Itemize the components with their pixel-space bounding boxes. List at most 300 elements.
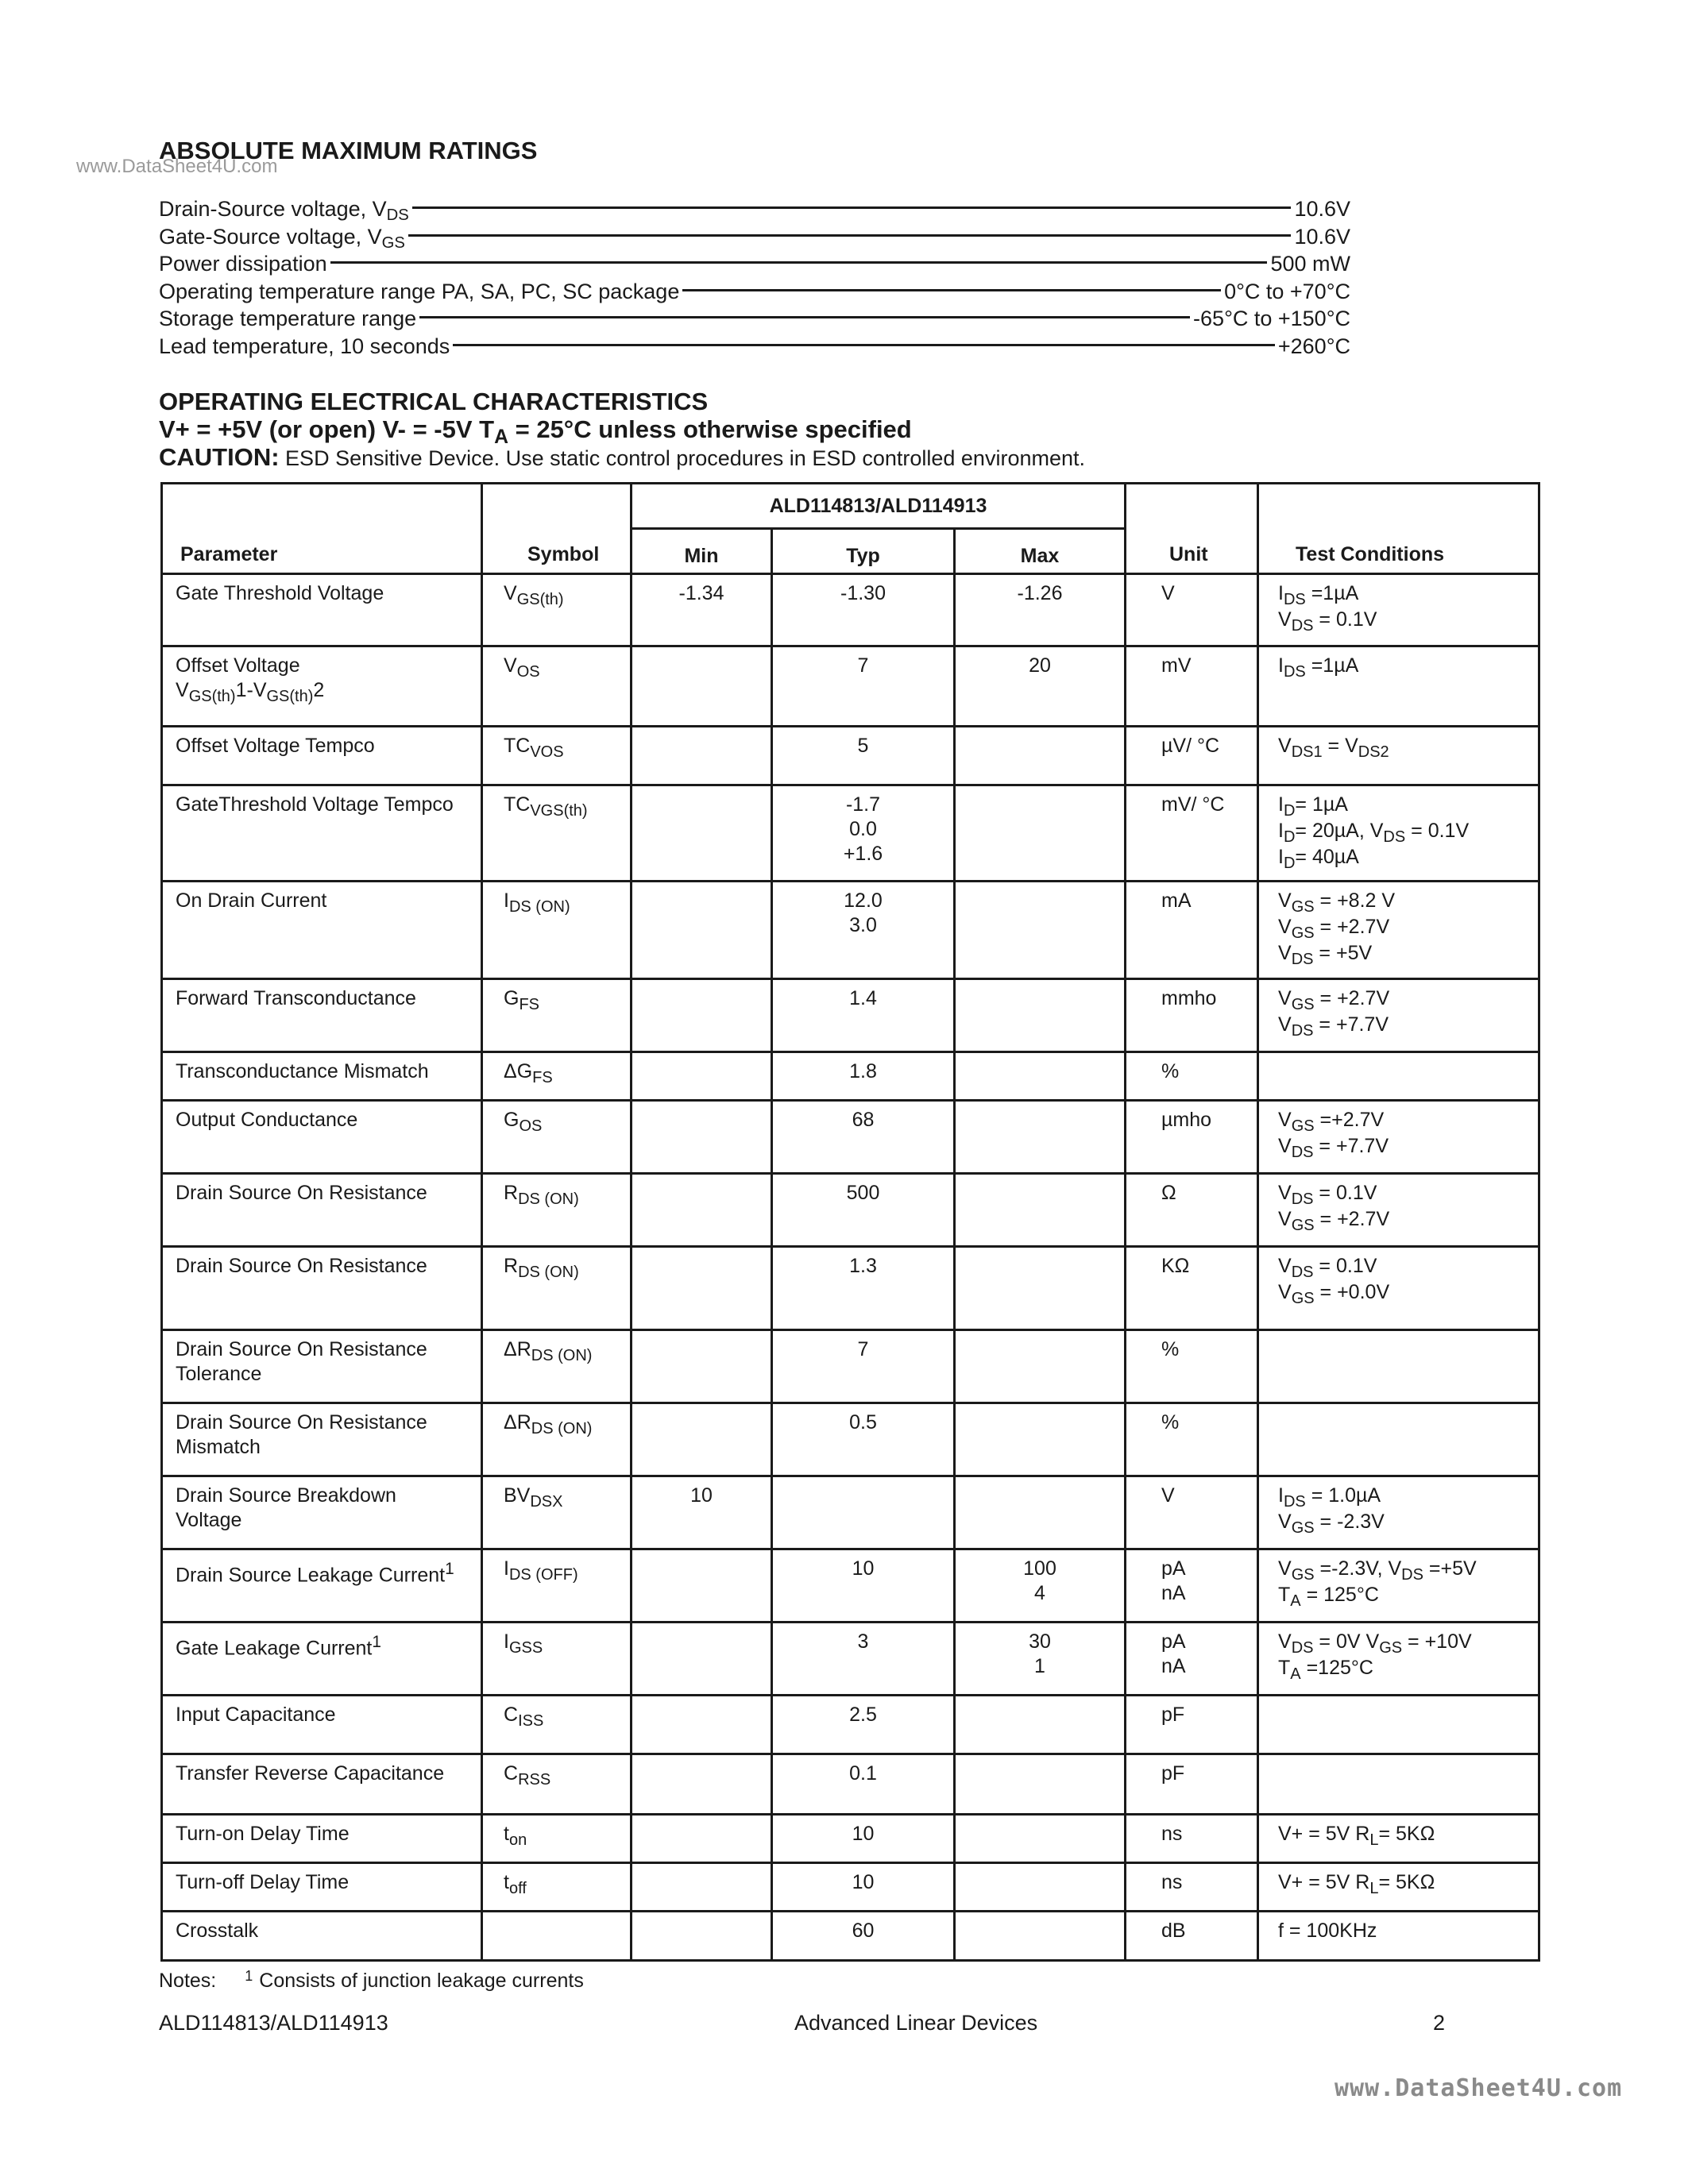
symbol-cell-text: $R_{DS (ON)}$ <box>504 1255 579 1281</box>
unit-cell-text: µV/ °C <box>1161 735 1220 757</box>
min-cell-text <box>632 1550 771 1561</box>
unit-cell <box>1126 1247 1258 1330</box>
test-conditions-cell-text: $I_{DS} =1\mu A$ $V_{DS} = 0.1V$ <box>1278 582 1377 635</box>
unit-cell-text: pF <box>1161 1704 1185 1726</box>
unit-cell-text: pF <box>1161 1762 1185 1785</box>
max-cell-text <box>956 1404 1124 1415</box>
min-cell <box>632 727 772 785</box>
typ-cell-text: 68 <box>852 1109 875 1131</box>
max-cell <box>955 1754 1126 1815</box>
min-cell <box>632 1330 772 1403</box>
test-conditions-cell <box>1258 785 1539 882</box>
symbol-cell-text: $TC_{VOS}$ <box>504 735 564 761</box>
typ-cell <box>772 1623 955 1696</box>
param-cell-text: Input Capacitance <box>176 1704 336 1726</box>
param-cell-text: Crosstalk <box>176 1920 259 1942</box>
param-cell <box>162 785 482 882</box>
unit-cell <box>1126 979 1258 1052</box>
param-cell <box>162 882 482 979</box>
table-row <box>162 1754 1539 1815</box>
param-cell-text: Drain Source On Resistance <box>176 1182 427 1204</box>
test-conditions-cell <box>1258 1623 1539 1696</box>
symbol-cell-text: $I_{DS (OFF)}$ <box>504 1557 578 1584</box>
table-body <box>162 574 1539 1961</box>
min-cell <box>632 1101 772 1174</box>
notes-text: Consists of junction leakage currents <box>259 1970 584 1992</box>
typ-cell-text: 7 <box>857 654 869 677</box>
unit-cell <box>1126 1476 1258 1549</box>
max-cell-text: 100 4 <box>1023 1557 1056 1604</box>
param-cell <box>162 1101 482 1174</box>
symbol-cell <box>482 1623 632 1696</box>
leader-line <box>412 206 1292 209</box>
symbol-cell-text: $G_{OS}$ <box>504 1109 543 1135</box>
min-cell-text <box>632 1623 771 1634</box>
max-cell <box>955 1623 1126 1696</box>
typ-cell-text: 10 <box>852 1823 875 1845</box>
max-cell <box>955 1696 1126 1754</box>
test-conditions-cell <box>1258 1403 1539 1476</box>
rating-value: +260°C <box>1277 334 1350 358</box>
param-cell <box>162 1863 482 1912</box>
max-cell <box>955 1476 1126 1549</box>
max-cell-text <box>956 1815 1124 1827</box>
typ-cell <box>772 785 955 882</box>
abs-max-ratings-list <box>159 197 1350 361</box>
rating-label-text: Gate-Source voltage, V <box>159 224 382 249</box>
rating-row <box>159 197 1350 225</box>
min-cell <box>632 1403 772 1476</box>
max-cell-text: 30 1 <box>1029 1630 1051 1677</box>
symbol-cell <box>482 727 632 785</box>
min-cell <box>632 1863 772 1912</box>
typ-cell <box>772 1696 955 1754</box>
unit-cell-text: pA nA <box>1161 1557 1186 1604</box>
rating-label <box>159 197 409 225</box>
unit-cell-text: % <box>1161 1060 1180 1082</box>
footer-page-number: 2 <box>1433 2011 1446 2035</box>
min-cell <box>632 1754 772 1815</box>
table-row <box>162 1403 1539 1476</box>
test-conditions-cell <box>1258 1174 1539 1247</box>
symbol-cell-text: $t_{off}$ <box>504 1871 527 1897</box>
table-row <box>162 1052 1539 1101</box>
symbol-cell-text: $V_{OS}$ <box>504 654 540 681</box>
symbol-cell <box>482 1476 632 1549</box>
param-cell-text: Turn-off Delay Time <box>176 1871 350 1893</box>
rating-label <box>159 334 450 359</box>
table-row <box>162 1476 1539 1549</box>
table-row <box>162 1696 1539 1754</box>
op-conditions-sub: A <box>494 426 508 449</box>
test-conditions-cell-text <box>1259 1696 1538 1707</box>
rating-label-text: Drain-Source voltage, V <box>159 197 387 221</box>
watermark-top: www.DataSheet4U.com <box>76 156 278 177</box>
max-cell <box>955 979 1126 1052</box>
test-conditions-cell <box>1258 1247 1539 1330</box>
watermark-bottom: www.DataSheet4U.com <box>1335 2074 1623 2102</box>
unit-cell <box>1126 1330 1258 1403</box>
min-cell <box>632 1174 772 1247</box>
caution-text: ESD Sensitive Device. Use static control procedures in ESD controlled environment. <box>279 446 1085 470</box>
symbol-cell <box>482 1912 632 1961</box>
max-cell-text <box>956 882 1124 893</box>
min-cell <box>632 1623 772 1696</box>
symbol-cell-text <box>483 1912 630 1924</box>
caution-note <box>159 443 1085 472</box>
typ-cell <box>772 1174 955 1247</box>
typ-cell-text: 1.8 <box>849 1060 877 1082</box>
typ-cell-text: 10 <box>852 1557 875 1580</box>
table-row <box>162 1623 1539 1696</box>
param-cell-text: Gate Leakage Current$^1$ <box>176 1633 381 1660</box>
param-cell-text: GateThreshold Voltage Tempco <box>176 793 454 816</box>
unit-cell <box>1126 646 1258 727</box>
notes-label: Notes: <box>159 1970 217 1992</box>
test-conditions-cell-text: V+ = 5V $R_L= 5K\Omega$ <box>1278 1871 1435 1897</box>
param-cell <box>162 1623 482 1696</box>
min-cell <box>632 1052 772 1101</box>
rating-label-text: Power dissipation <box>159 252 327 276</box>
rating-row <box>159 307 1350 334</box>
param-cell-text: Drain Source On Resistance <box>176 1255 427 1277</box>
param-cell <box>162 1052 482 1101</box>
unit-cell-text: ns <box>1161 1871 1183 1893</box>
typ-cell <box>772 979 955 1052</box>
min-cell-text <box>632 1331 771 1342</box>
param-cell-text: On Drain Current <box>176 889 327 912</box>
typ-cell <box>772 1863 955 1912</box>
unit-cell-text: V <box>1161 582 1175 604</box>
min-cell <box>632 979 772 1052</box>
param-cell-text: Output Conductance <box>176 1109 358 1131</box>
rating-row <box>159 334 1350 362</box>
test-conditions-cell <box>1258 882 1539 979</box>
typ-cell <box>772 882 955 979</box>
max-cell <box>955 785 1126 882</box>
unit-cell <box>1126 1549 1258 1623</box>
table-row <box>162 574 1539 646</box>
header-typ: Typ <box>772 529 955 574</box>
unit-cell <box>1126 882 1258 979</box>
min-cell-text <box>632 980 771 991</box>
symbol-cell <box>482 574 632 646</box>
max-cell <box>955 1403 1126 1476</box>
typ-cell-text: 10 <box>852 1871 875 1893</box>
param-cell-text: Turn-on Delay Time <box>176 1823 350 1845</box>
symbol-cell-text: $\Delta R_{DS (ON)}$ <box>504 1411 593 1437</box>
table-row <box>162 1863 1539 1912</box>
op-conditions <box>159 415 912 449</box>
param-cell <box>162 1247 482 1330</box>
min-cell-text: -1.34 <box>678 582 724 604</box>
unit-cell <box>1126 1912 1258 1961</box>
max-cell-text: -1.26 <box>1017 582 1063 604</box>
max-cell-text <box>956 1912 1124 1924</box>
typ-cell-text: 7 <box>857 1338 869 1360</box>
max-cell <box>955 574 1126 646</box>
table-row <box>162 1549 1539 1623</box>
test-conditions-cell-text: V+ = 5V $R_L= 5K\Omega$ <box>1278 1823 1435 1849</box>
unit-cell <box>1126 1101 1258 1174</box>
test-conditions-cell <box>1258 646 1539 727</box>
param-cell <box>162 727 482 785</box>
max-cell-text <box>956 786 1124 797</box>
max-cell-text <box>956 980 1124 991</box>
header-unit: Unit <box>1126 484 1258 574</box>
rating-row <box>159 252 1350 280</box>
max-cell-text <box>956 1248 1124 1259</box>
unit-cell <box>1126 574 1258 646</box>
param-cell <box>162 1754 482 1815</box>
op-conditions-a: V+ = +5V (or open) V- = -5V T <box>159 415 495 443</box>
header-symbol: Symbol <box>482 484 632 574</box>
symbol-cell <box>482 1101 632 1174</box>
symbol-cell <box>482 1863 632 1912</box>
min-cell-text <box>632 1404 771 1415</box>
min-cell-text <box>632 786 771 797</box>
typ-cell-text: 3 <box>857 1630 869 1653</box>
test-conditions-cell-text: $I_{DS} = 1.0\mu A$ $V_{GS} = -2.3V$ <box>1278 1484 1385 1537</box>
rating-value: 10.6V <box>1294 197 1350 221</box>
rating-row <box>159 280 1350 307</box>
max-cell-text <box>956 1175 1124 1186</box>
table-row <box>162 1330 1539 1403</box>
min-cell-text <box>632 727 771 739</box>
min-cell-text <box>632 1755 771 1766</box>
symbol-cell-text: $I_{DS (ON)}$ <box>504 889 570 916</box>
param-cell-text: Transconductance Mismatch <box>176 1060 429 1082</box>
min-cell <box>632 1696 772 1754</box>
unit-cell <box>1126 1403 1258 1476</box>
min-cell-text <box>632 1696 771 1707</box>
param-cell-text: Transfer Reverse Capacitance <box>176 1762 445 1785</box>
symbol-cell <box>482 646 632 727</box>
test-conditions-cell-text: $I_D= 1\mu A$ $I_D= 20\mu A$, $V_{DS} = 0.1V$ $I_D= 40\mu A$ <box>1278 793 1470 872</box>
test-conditions-cell-text: $V_{DS} = 0.1V$ $V_{GS} = +0.0V$ <box>1278 1255 1390 1307</box>
param-cell <box>162 1174 482 1247</box>
unit-cell-text: mmho <box>1161 987 1217 1009</box>
unit-cell-text: µmho <box>1161 1109 1212 1131</box>
typ-cell-text: 60 <box>852 1920 875 1942</box>
max-cell <box>955 1863 1126 1912</box>
footer-company: Advanced Linear Devices <box>794 2011 1038 2035</box>
max-cell <box>955 1174 1126 1247</box>
param-cell-text: Drain Source On Resistance Mismatch <box>176 1411 427 1458</box>
unit-cell-text: Ω <box>1161 1182 1176 1204</box>
test-conditions-cell <box>1258 1052 1539 1101</box>
test-conditions-cell-text: $V_{DS1} = V_{DS2}$ <box>1278 735 1389 761</box>
min-cell-text <box>632 647 771 658</box>
min-cell-text <box>632 1053 771 1064</box>
symbol-cell <box>482 1052 632 1101</box>
test-conditions-cell <box>1258 1754 1539 1815</box>
symbol-cell-text: $TC_{VGS(th)}$ <box>504 793 588 820</box>
unit-cell-text: V <box>1161 1484 1175 1507</box>
rating-value: 500 mW <box>1270 252 1350 276</box>
symbol-cell <box>482 785 632 882</box>
test-conditions-cell <box>1258 1330 1539 1403</box>
symbol-cell <box>482 1330 632 1403</box>
min-cell <box>632 646 772 727</box>
max-cell <box>955 1549 1126 1623</box>
max-cell <box>955 1330 1126 1403</box>
max-cell <box>955 1815 1126 1863</box>
max-cell-text <box>956 1755 1124 1766</box>
symbol-cell-text: $BV_{DSX}$ <box>504 1484 563 1511</box>
typ-cell-text: 1.4 <box>849 987 877 1009</box>
op-char-title: OPERATING ELECTRICAL CHARACTERISTICS <box>159 388 709 415</box>
symbol-cell-text: $G_{FS}$ <box>504 987 540 1013</box>
caution-label: CAUTION: <box>159 443 280 471</box>
table-row <box>162 1174 1539 1247</box>
max-cell-text <box>956 1477 1124 1488</box>
symbol-cell <box>482 882 632 979</box>
min-cell <box>632 882 772 979</box>
max-cell <box>955 882 1126 979</box>
param-cell <box>162 1330 482 1403</box>
typ-cell <box>772 1403 955 1476</box>
unit-cell-text: dB <box>1161 1920 1186 1942</box>
max-cell-text <box>956 1864 1124 1875</box>
min-cell <box>632 1912 772 1961</box>
unit-cell <box>1126 1815 1258 1863</box>
unit-cell <box>1126 1052 1258 1101</box>
table-row <box>162 1815 1539 1863</box>
table-row <box>162 1101 1539 1174</box>
test-conditions-cell <box>1258 1815 1539 1863</box>
typ-cell <box>772 1330 955 1403</box>
min-cell-text <box>632 1102 771 1113</box>
typ-cell <box>772 1912 955 1961</box>
param-cell-text: Drain Source On Resistance Tolerance <box>176 1338 427 1385</box>
symbol-cell-text: $\Delta R_{DS (ON)}$ <box>504 1338 593 1364</box>
abs-max-title: ABSOLUTE MAXIMUM RATINGS <box>159 137 538 164</box>
param-cell <box>162 574 482 646</box>
unit-cell-text: % <box>1161 1338 1180 1360</box>
typ-cell <box>772 1549 955 1623</box>
min-cell <box>632 785 772 882</box>
min-cell-text <box>632 1175 771 1186</box>
typ-cell <box>772 1754 955 1815</box>
test-conditions-cell-text: $V_{GS} =+2.7V$ $V_{DS} = +7.7V$ <box>1278 1109 1389 1161</box>
test-conditions-cell-text: $V_{DS} = 0.1V$ $V_{GS} = +2.7V$ <box>1278 1182 1390 1234</box>
min-cell-text <box>632 1815 771 1827</box>
test-conditions-cell-text: $V_{GS} = +2.7V$ $V_{DS} = +7.7V$ <box>1278 987 1390 1040</box>
unit-cell <box>1126 1754 1258 1815</box>
symbol-cell <box>482 1754 632 1815</box>
unit-cell-text: ns <box>1161 1823 1183 1845</box>
unit-cell-text: mV <box>1161 654 1192 677</box>
typ-cell <box>772 1247 955 1330</box>
electrical-characteristics-table <box>160 482 1540 1962</box>
param-cell <box>162 1696 482 1754</box>
min-cell <box>632 1247 772 1330</box>
typ-cell <box>772 727 955 785</box>
rating-label-subscript: GS <box>381 233 405 252</box>
table-row <box>162 727 1539 785</box>
param-cell <box>162 1549 482 1623</box>
typ-cell-text: -1.30 <box>840 582 886 604</box>
typ-cell-text: 2.5 <box>849 1704 877 1726</box>
max-cell-text <box>956 1331 1124 1342</box>
symbol-cell <box>482 1174 632 1247</box>
param-cell-text: Drain Source Leakage Current$^1$ <box>176 1560 454 1587</box>
typ-cell <box>772 574 955 646</box>
param-cell <box>162 646 482 727</box>
footer-part-number: ALD114813/ALD114913 <box>159 2011 388 2035</box>
symbol-cell <box>482 979 632 1052</box>
test-conditions-cell <box>1258 1101 1539 1174</box>
leader-line <box>682 289 1221 291</box>
unit-cell <box>1126 727 1258 785</box>
header-parameter: Parameter <box>162 484 482 574</box>
min-cell-text <box>632 1864 771 1875</box>
max-cell <box>955 1101 1126 1174</box>
rating-label <box>159 252 327 276</box>
max-cell-text <box>956 1696 1124 1707</box>
typ-cell <box>772 1815 955 1863</box>
unit-cell <box>1126 1623 1258 1696</box>
param-cell-text: Offset Voltage $V_{GS(th)}1-V_{GS(th)}2$ <box>176 654 325 705</box>
test-conditions-cell-text: $I_{DS} =1\mu A$ <box>1278 654 1359 681</box>
leader-line <box>453 344 1275 346</box>
notes-marker: 1 <box>245 1968 253 1984</box>
symbol-cell <box>482 1549 632 1623</box>
min-cell <box>632 1476 772 1549</box>
unit-cell <box>1126 1174 1258 1247</box>
symbol-cell-text: $C_{ISS}$ <box>504 1704 544 1730</box>
symbol-cell-text: $\Delta G_{FS}$ <box>504 1060 553 1086</box>
rating-label-text: Storage temperature range <box>159 307 417 330</box>
unit-cell-text: pA nA <box>1161 1630 1186 1677</box>
table-row <box>162 979 1539 1052</box>
test-conditions-cell <box>1258 727 1539 785</box>
test-conditions-cell-text <box>1259 1755 1538 1766</box>
notes <box>159 1970 584 1993</box>
rating-value: -65°C to +150°C <box>1193 307 1350 330</box>
typ-cell <box>772 646 955 727</box>
test-conditions-cell <box>1258 1863 1539 1912</box>
table-row <box>162 1912 1539 1961</box>
test-conditions-cell-text <box>1259 1331 1538 1342</box>
max-cell-text <box>956 1102 1124 1113</box>
min-cell-text <box>632 1912 771 1924</box>
typ-cell <box>772 1052 955 1101</box>
header-group-part-number: ALD114813/ALD114913 <box>632 484 1126 529</box>
min-cell <box>632 1815 772 1863</box>
unit-cell-text: % <box>1161 1411 1180 1433</box>
test-conditions-cell-text: $V_{GS} =-2.3V$, $V_{DS} =+5V$ $T_A = 125^\circ C$ <box>1278 1557 1477 1610</box>
rating-label-text: Lead temperature, 10 seconds <box>159 334 450 358</box>
unit-cell-text: mA <box>1161 889 1192 912</box>
typ-cell-text: -1.7 0.0 +1.6 <box>843 793 883 865</box>
test-conditions-cell <box>1258 1549 1539 1623</box>
param-cell-text: Gate Threshold Voltage <box>176 582 384 604</box>
symbol-cell-text: $t_{on}$ <box>504 1823 527 1849</box>
test-conditions-cell <box>1258 1696 1539 1754</box>
leader-line <box>419 316 1190 318</box>
typ-cell <box>772 1101 955 1174</box>
typ-cell-text: 0.5 <box>849 1411 877 1433</box>
unit-cell <box>1126 785 1258 882</box>
header-min: Min <box>632 529 772 574</box>
test-conditions-cell-text: $V_{GS} = +8.2$ V $V_{GS} = +2.7V$ $V_{DS} = +5V$ <box>1278 889 1396 968</box>
rating-row <box>159 225 1350 253</box>
symbol-cell-text: $R_{DS (ON)}$ <box>504 1182 579 1208</box>
param-cell <box>162 1912 482 1961</box>
symbol-cell <box>482 1403 632 1476</box>
